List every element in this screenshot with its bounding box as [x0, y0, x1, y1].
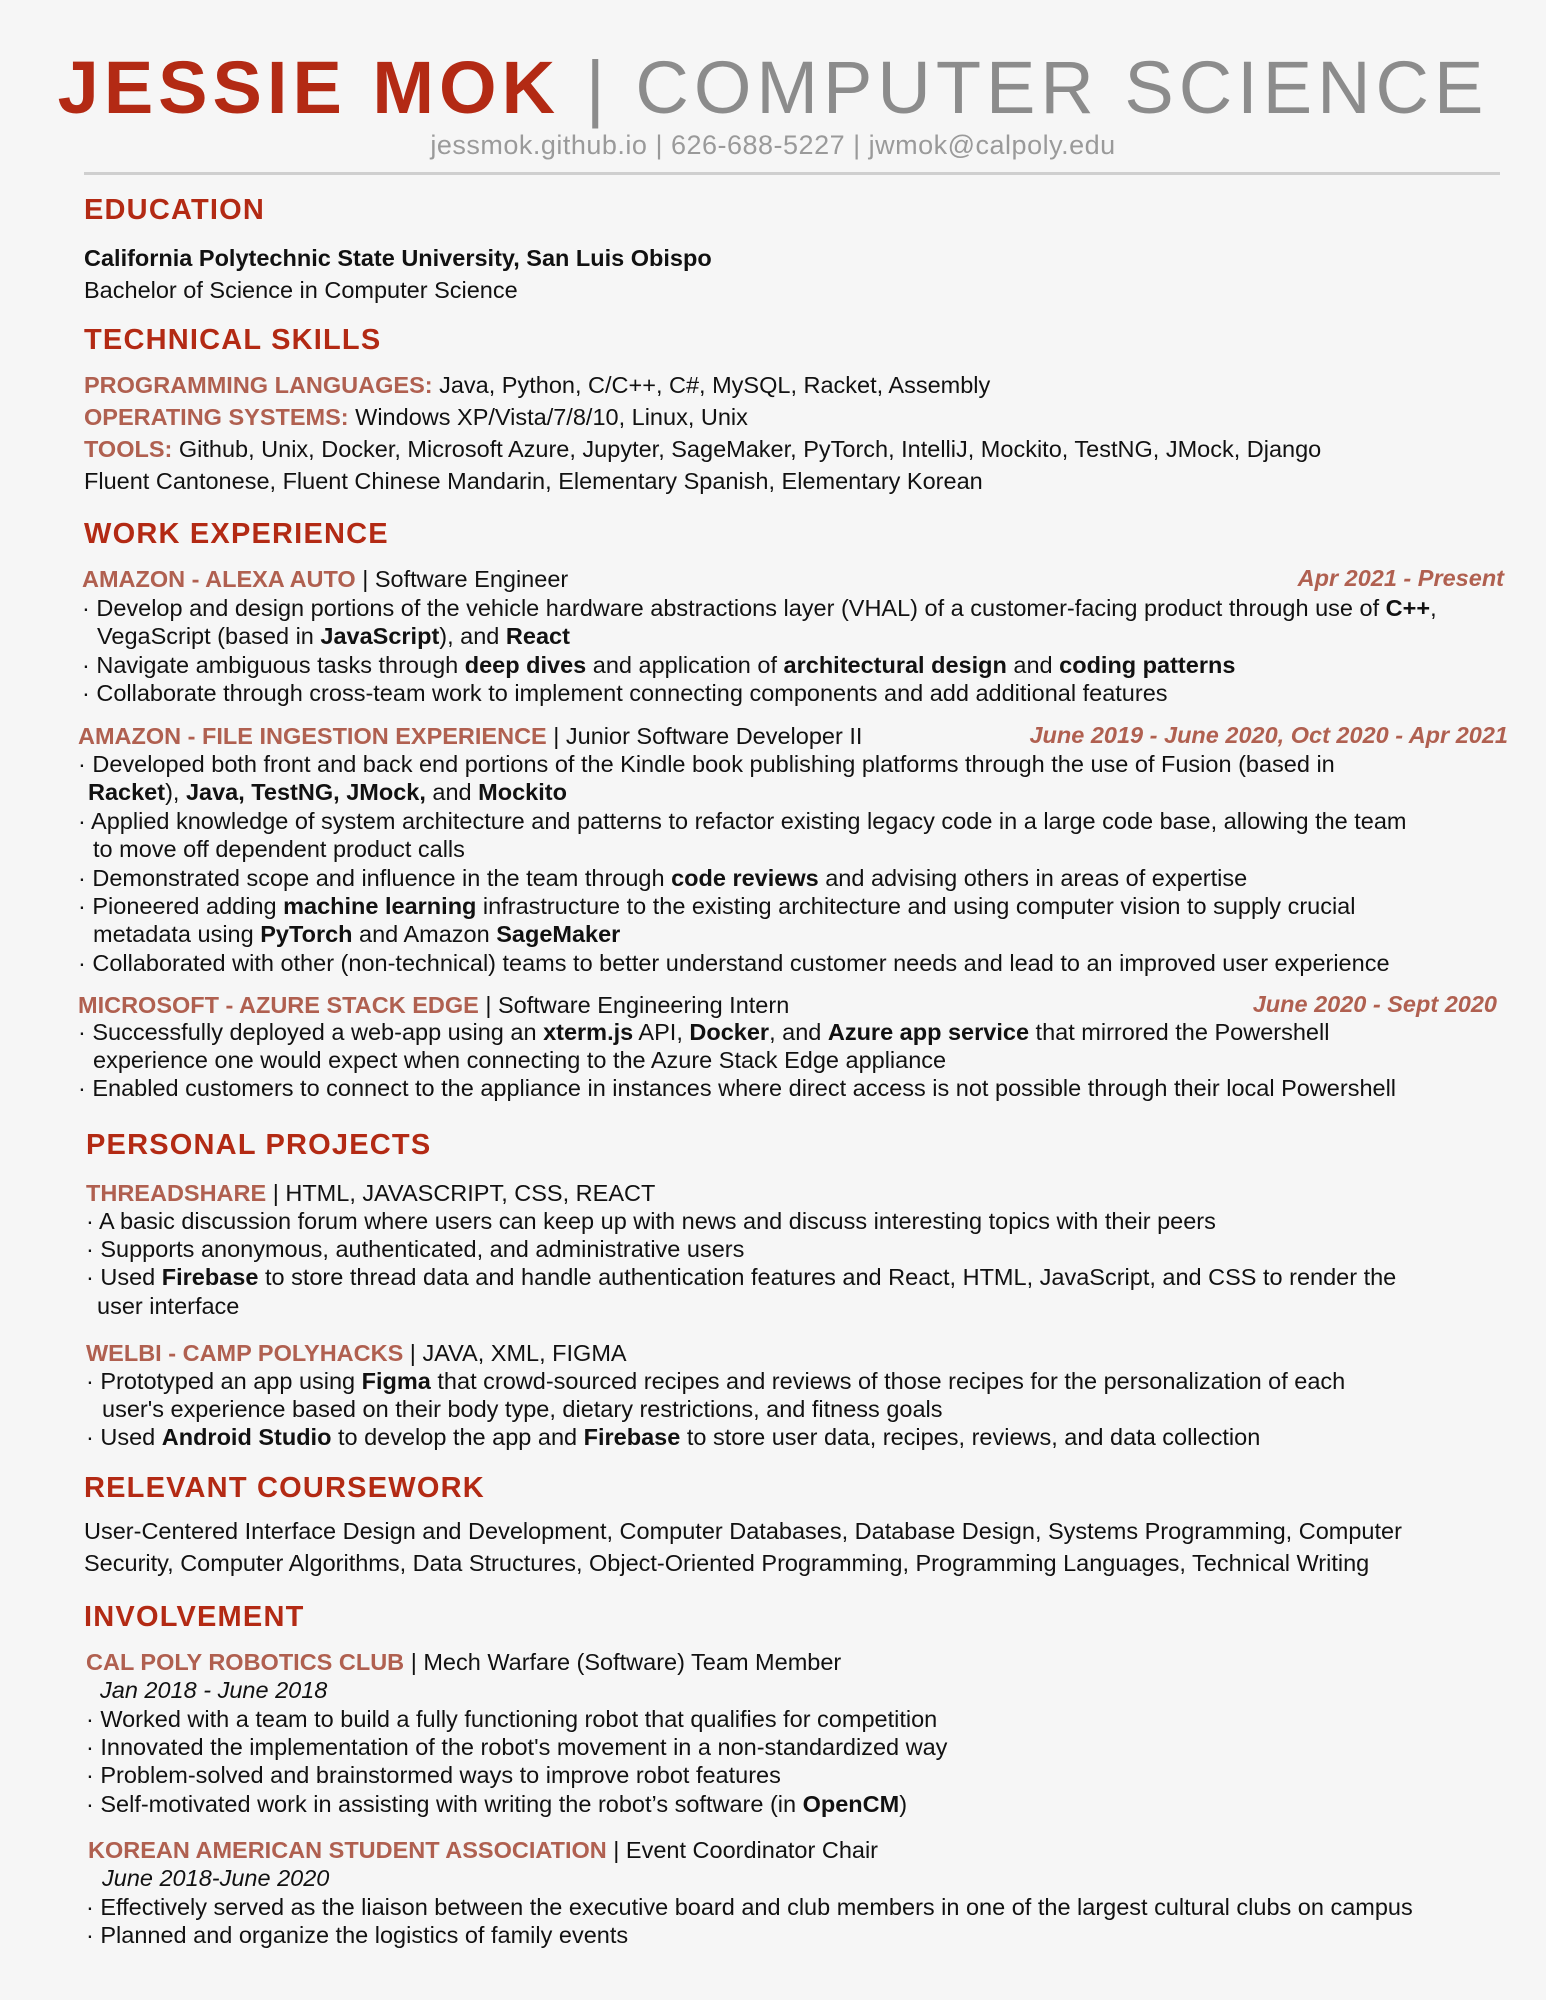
school-name: California Polytechnic State University, San Luis Obispo — [84, 245, 712, 271]
skills-languages-value: Java, Python, C/C++, C#, MySQL, Racket, Assembly — [432, 372, 991, 398]
job-bullet: · Collaborate through cross-team work to implement connecting components and add additional features — [82, 680, 1168, 706]
candidate-name: JESSIE MOK — [57, 46, 561, 129]
involvement-dates: June 2018-June 2020 — [102, 1865, 330, 1891]
skills-heading: TECHNICAL SKILLS — [84, 324, 382, 356]
skills-languages — [84, 371, 990, 399]
header-divider — [84, 172, 1500, 175]
project-bullet-continued: user interface — [97, 1293, 240, 1319]
involvement-dates: Jan 2018 - June 2018 — [100, 1677, 328, 1703]
skills-os-label: OPERATING SYSTEMS: — [84, 404, 349, 430]
skills-languages-label: PROGRAMMING LANGUAGES: — [84, 372, 433, 398]
job-dates: June 2019 - June 2020, Oct 2020 - Apr 2021 — [1029, 722, 1508, 748]
job-bullet-continued: metadata using PyTorch and Amazon SageMaker — [93, 921, 621, 947]
job-bullet-continued: Racket), Java, TestNG, JMock, and Mockito — [88, 779, 567, 805]
skills-spoken-languages: Fluent Cantonese, Fluent Chinese Mandarin, Elementary Spanish, Elementary Korean — [84, 468, 983, 494]
job-title-line — [78, 722, 862, 750]
job-dates: June 2020 - Sept 2020 — [1252, 991, 1497, 1017]
page-title — [0, 48, 1546, 128]
project-title-line — [86, 1179, 655, 1207]
skills-os-value: Windows XP/Vista/7/8/10, Linux, Unix — [348, 404, 748, 430]
project-bullet: · Used Android Studio to develop the app and Firebase to store user data, recipes, reviews, and data collection — [86, 1424, 1261, 1450]
involvement-org: CAL POLY ROBOTICS CLUB — [86, 1649, 405, 1675]
job-bullet-continued: to move off dependent product calls — [93, 836, 465, 862]
job-bullet-continued: VegaScript (based in JavaScript), and React — [97, 623, 570, 649]
coursework-heading: RELEVANT COURSEWORK — [84, 1472, 485, 1504]
skills-tools — [84, 435, 1321, 463]
job-bullet: · Navigate ambiguous tasks through deep dives and application of architectural design and coding patterns — [82, 652, 1236, 678]
job-bullet-continued: experience one would expect when connecting to the Azure Stack Edge appliance — [93, 1047, 947, 1073]
coursework-line: User-Centered Interface Design and Development, Computer Databases, Database Design, Systems Programming, Computer — [84, 1518, 1402, 1544]
job-bullet: · Pioneered adding machine learning infrastructure to the existing architecture and using computer vision to supply crucial — [78, 893, 1356, 919]
involvement-bullet: · Innovated the implementation of the robot's movement in a non-standardized way — [86, 1734, 948, 1760]
skills-os — [84, 403, 748, 431]
project-bullet: · Prototyped an app using Figma that crowd-sourced recipes and reviews of those recipes for the personalization of each — [86, 1368, 1346, 1394]
job-company: MICROSOFT - AZURE STACK EDGE — [78, 992, 479, 1018]
field-of-study: COMPUTER SCIENCE — [635, 46, 1489, 129]
project-name: WELBI - CAMP POLYHACKS — [86, 1340, 404, 1366]
skills-tools-label: TOOLS: — [84, 436, 173, 462]
job-bullet: · Enabled customers to connect to the appliance in instances where direct access is not possible through their local Powershell — [78, 1075, 1397, 1101]
job-role: | Junior Software Developer II — [546, 723, 863, 749]
involvement-bullet: · Planned and organize the logistics of family events — [86, 1922, 629, 1948]
project-bullet: · Used Firebase to store thread data and handle authentication features and React, HTML, JavaScript, and CSS to render the — [86, 1264, 1397, 1290]
involvement-heading: INVOLVEMENT — [84, 1601, 305, 1633]
education-heading: EDUCATION — [84, 194, 266, 226]
project-title-line — [86, 1339, 627, 1367]
job-role: | Software Engineer — [355, 566, 569, 592]
job-bullet: · Develop and design portions of the vehicle hardware abstractions layer (VHAL) of a customer-facing product through use of C++, — [82, 595, 1437, 621]
resume-header — [0, 48, 1546, 161]
project-bullet-continued: user's experience based on their body type, dietary restrictions, and fitness goals — [102, 1396, 943, 1422]
job-bullet: · Successfully deployed a web-app using an xterm.js API, Docker, and Azure app service that mirrored the Powershell — [78, 1019, 1330, 1045]
job-bullet: · Collaborated with other (non-technical) teams to better understand customer needs and lead to an improved user experience — [78, 950, 1390, 976]
project-bullet: · A basic discussion forum where users can keep up with news and discuss interesting topics with their peers — [86, 1208, 1216, 1234]
project-tech: | HTML, JAVASCRIPT, CSS, REACT — [266, 1180, 656, 1206]
involvement-org: KOREAN AMERICAN STUDENT ASSOCIATION — [88, 1837, 607, 1863]
job-title-line — [78, 991, 789, 1019]
job-dates: Apr 2021 - Present — [1297, 565, 1504, 591]
job-bullet: · Developed both front and back end portions of the Kindle book publishing platforms through the use of Fusion (based in — [78, 751, 1335, 777]
involvement-bullet: · Effectively served as the liaison between the executive board and club members in one of the largest cultural clubs on campus — [86, 1894, 1413, 1920]
involvement-role: | Mech Warfare (Software) Team Member — [404, 1649, 842, 1675]
job-bullet: · Demonstrated scope and influence in the team through code reviews and advising others in areas of expertise — [78, 865, 1248, 891]
involvement-title-line — [86, 1648, 841, 1676]
involvement-bullet: · Problem-solved and brainstormed ways to improve robot features — [86, 1762, 781, 1788]
degree: Bachelor of Science in Computer Science — [84, 277, 518, 303]
involvement-bullet: · Self-motivated work in assisting with writing the robot’s software (in OpenCM) — [86, 1791, 908, 1817]
contact-line: jessmok.github.io | 626-688-5227 | jwmok@calpoly.edu — [430, 130, 1116, 160]
coursework-line: Security, Computer Algorithms, Data Structures, Object-Oriented Programming, Programming Languages, Technical Writing — [84, 1550, 1370, 1576]
projects-heading: PERSONAL PROJECTS — [86, 1129, 432, 1161]
job-company: AMAZON - ALEXA AUTO — [82, 566, 356, 592]
skills-tools-value: Github, Unix, Docker, Microsoft Azure, Jupyter, SageMaker, PyTorch, IntelliJ, Mockito, TestNG, JMock, Django — [172, 436, 1322, 462]
job-title-line — [82, 565, 568, 593]
job-bullet: · Applied knowledge of system architecture and patterns to refactor existing legacy code in a large code base, allowing the team — [78, 808, 1407, 834]
job-company: AMAZON - FILE INGESTION EXPERIENCE — [78, 723, 547, 749]
project-bullet: · Supports anonymous, authenticated, and administrative users — [86, 1236, 745, 1262]
job-role: | Software Engineering Intern — [478, 992, 790, 1018]
involvement-title-line — [88, 1836, 878, 1864]
title-separator: | — [560, 46, 636, 129]
project-name: THREADSHARE — [86, 1180, 267, 1206]
project-tech: | JAVA, XML, FIGMA — [403, 1340, 627, 1366]
involvement-role: | Event Coordinator Chair — [606, 1837, 879, 1863]
work-heading: WORK EXPERIENCE — [84, 518, 389, 550]
involvement-bullet: · Worked with a team to build a fully functioning robot that qualifies for competition — [86, 1706, 938, 1732]
